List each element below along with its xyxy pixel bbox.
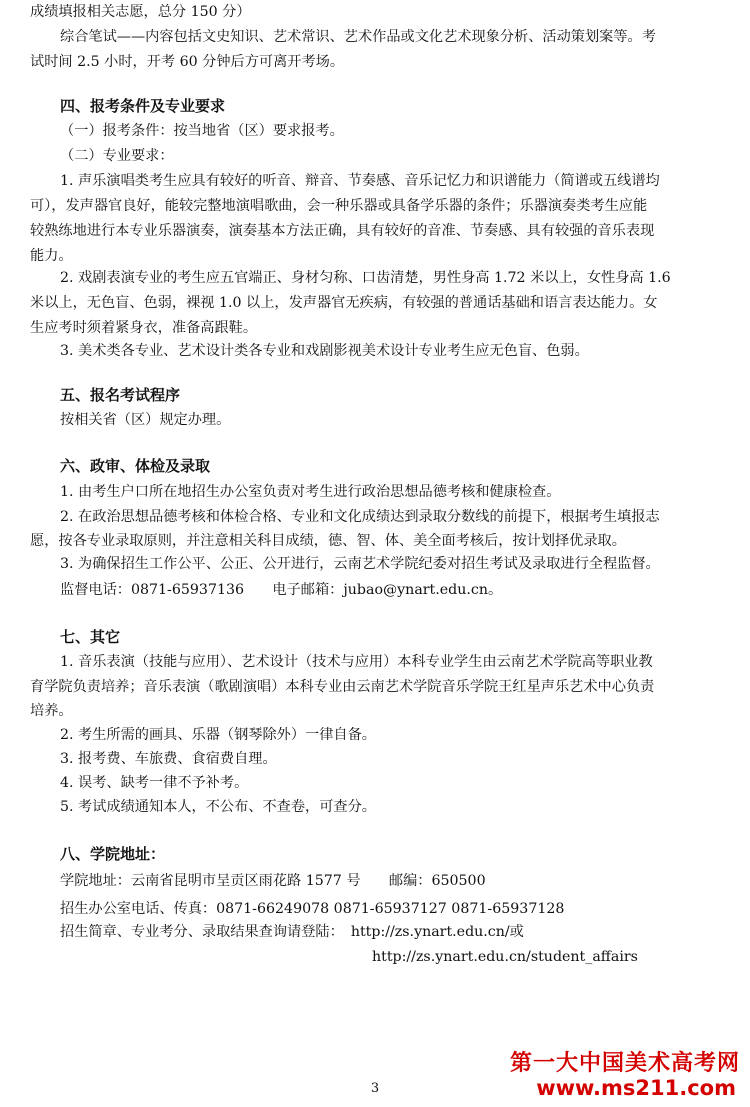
text-line: 4. 误考、缺考一律不予补考。 — [60, 775, 249, 791]
text-line: 可），发声器官良好，能较完整地演唱歌曲，会一种乐器或具备学乐器的条件；乐器演奏类考生应能 — [30, 198, 648, 214]
section-heading: 五、报名考试程序 — [60, 386, 181, 404]
text-line: 培养。 — [30, 703, 73, 719]
text-line: 3. 报考费、车旅费、食宿费自理。 — [60, 751, 277, 767]
watermark-url: www.ms211.com — [536, 1076, 736, 1100]
section-heading: 八、学院地址： — [60, 845, 166, 863]
text-line: 成绩填报相关志愿，总分 150 分） — [30, 4, 251, 20]
text-line: 按相关省（区）规定办理。 — [60, 412, 231, 428]
section-heading: 七、其它 — [60, 628, 121, 646]
text-line: 米以上，无色盲、色弱，裸视 1.0 以上，发声器官无疾病，有较强的普通话基础和语言表达能力。女 — [30, 295, 658, 311]
text-line: 3. 为确保招生工作公平、公正、公开进行，云南艺术学院纪委对招生考试及录取进行全程监督。 — [60, 556, 660, 572]
text-line: 育学院负责培养；音乐表演（歌剧演唱）本科专业由云南艺术学院音乐学院王红星声乐艺术中心负责 — [30, 679, 655, 695]
text-line: 综合笔试——内容包括文史知识、艺术常识、艺术作品或文化艺术现象分析、活动策划案等。考 — [60, 29, 656, 45]
page-number: 3 — [370, 1081, 380, 1096]
text-line: 1. 声乐演唱类考生应具有较好的听音、辩音、节奏感、音乐记忆力和识谱能力（简谱或五线谱均 — [60, 173, 660, 189]
text-line: 2. 戏剧表演专业的考生应五官端正、身材匀称、口齿清楚，男性身高 1.72 米以上，女性身高 1.6 — [60, 270, 671, 286]
text-line: 愿，按各专业录取原则，并注意相关科目成绩，德、智、体、美全面考核后，按计划择优录取。 — [30, 533, 626, 549]
watermark-title: 第一大中国美术高考网 — [509, 1051, 740, 1076]
text-line: （一）报考条件：按当地省（区）要求报考。 — [60, 123, 344, 139]
text-line: 能力。 — [30, 248, 73, 264]
text-line: 2. 考生所需的画具、乐器（钢琴除外）一律自备。 — [60, 727, 376, 743]
text-line: （二）专业要求： — [60, 148, 174, 164]
phone-line: 招生办公室电话、传真：0871-66249078 0871-65937127 0871-65937128 — [60, 901, 565, 917]
text-line: 1. 由考生户口所在地招生办公室负责对考生进行政治思想品德考核和健康检查。 — [60, 484, 561, 500]
contact-line: 监督电话：0871-65937136 电子邮箱：jubao@ynart.edu.cn。 — [60, 582, 503, 598]
website-line: 招生简章、专业考分、录取结果查询请登陆： http://zs.ynart.edu.cn/或 — [60, 924, 524, 940]
section-heading: 六、政审、体检及录取 — [60, 457, 211, 475]
section-heading: 四、报考条件及专业要求 — [60, 97, 226, 115]
text-line: 生应考时须着紧身衣，准备高跟鞋。 — [30, 320, 258, 336]
text-line: 较熟练地进行本专业乐器演奏，演奏基本方法正确，具有较好的音准、节奏感、具有较强的音乐表现 — [30, 223, 655, 239]
text-line: 5. 考试成绩通知本人，不公布、不查卷，可查分。 — [60, 799, 376, 815]
text-line: 3. 美术类各专业、艺术设计类各专业和戏剧影视美术设计专业考生应无色盲、色弱。 — [60, 343, 589, 359]
website-link[interactable]: http://zs.ynart.edu.cn/student_affairs — [372, 949, 638, 965]
text-line: 2. 在政治思想品德考核和体检合格、专业和文化成绩达到录取分数线的前提下，根据考生填报志 — [60, 509, 660, 525]
text-line: 1. 音乐表演（技能与应用）、艺术设计（技术与应用）本科专业学生由云南艺术学院高等职业教 — [60, 654, 653, 670]
address-line: 学院地址：云南省昆明市呈贡区雨花路 1577 号 邮编：650500 — [60, 873, 486, 889]
text-line: 试时间 2.5 小时，开考 60 分钟后方可离开考场。 — [30, 54, 345, 70]
